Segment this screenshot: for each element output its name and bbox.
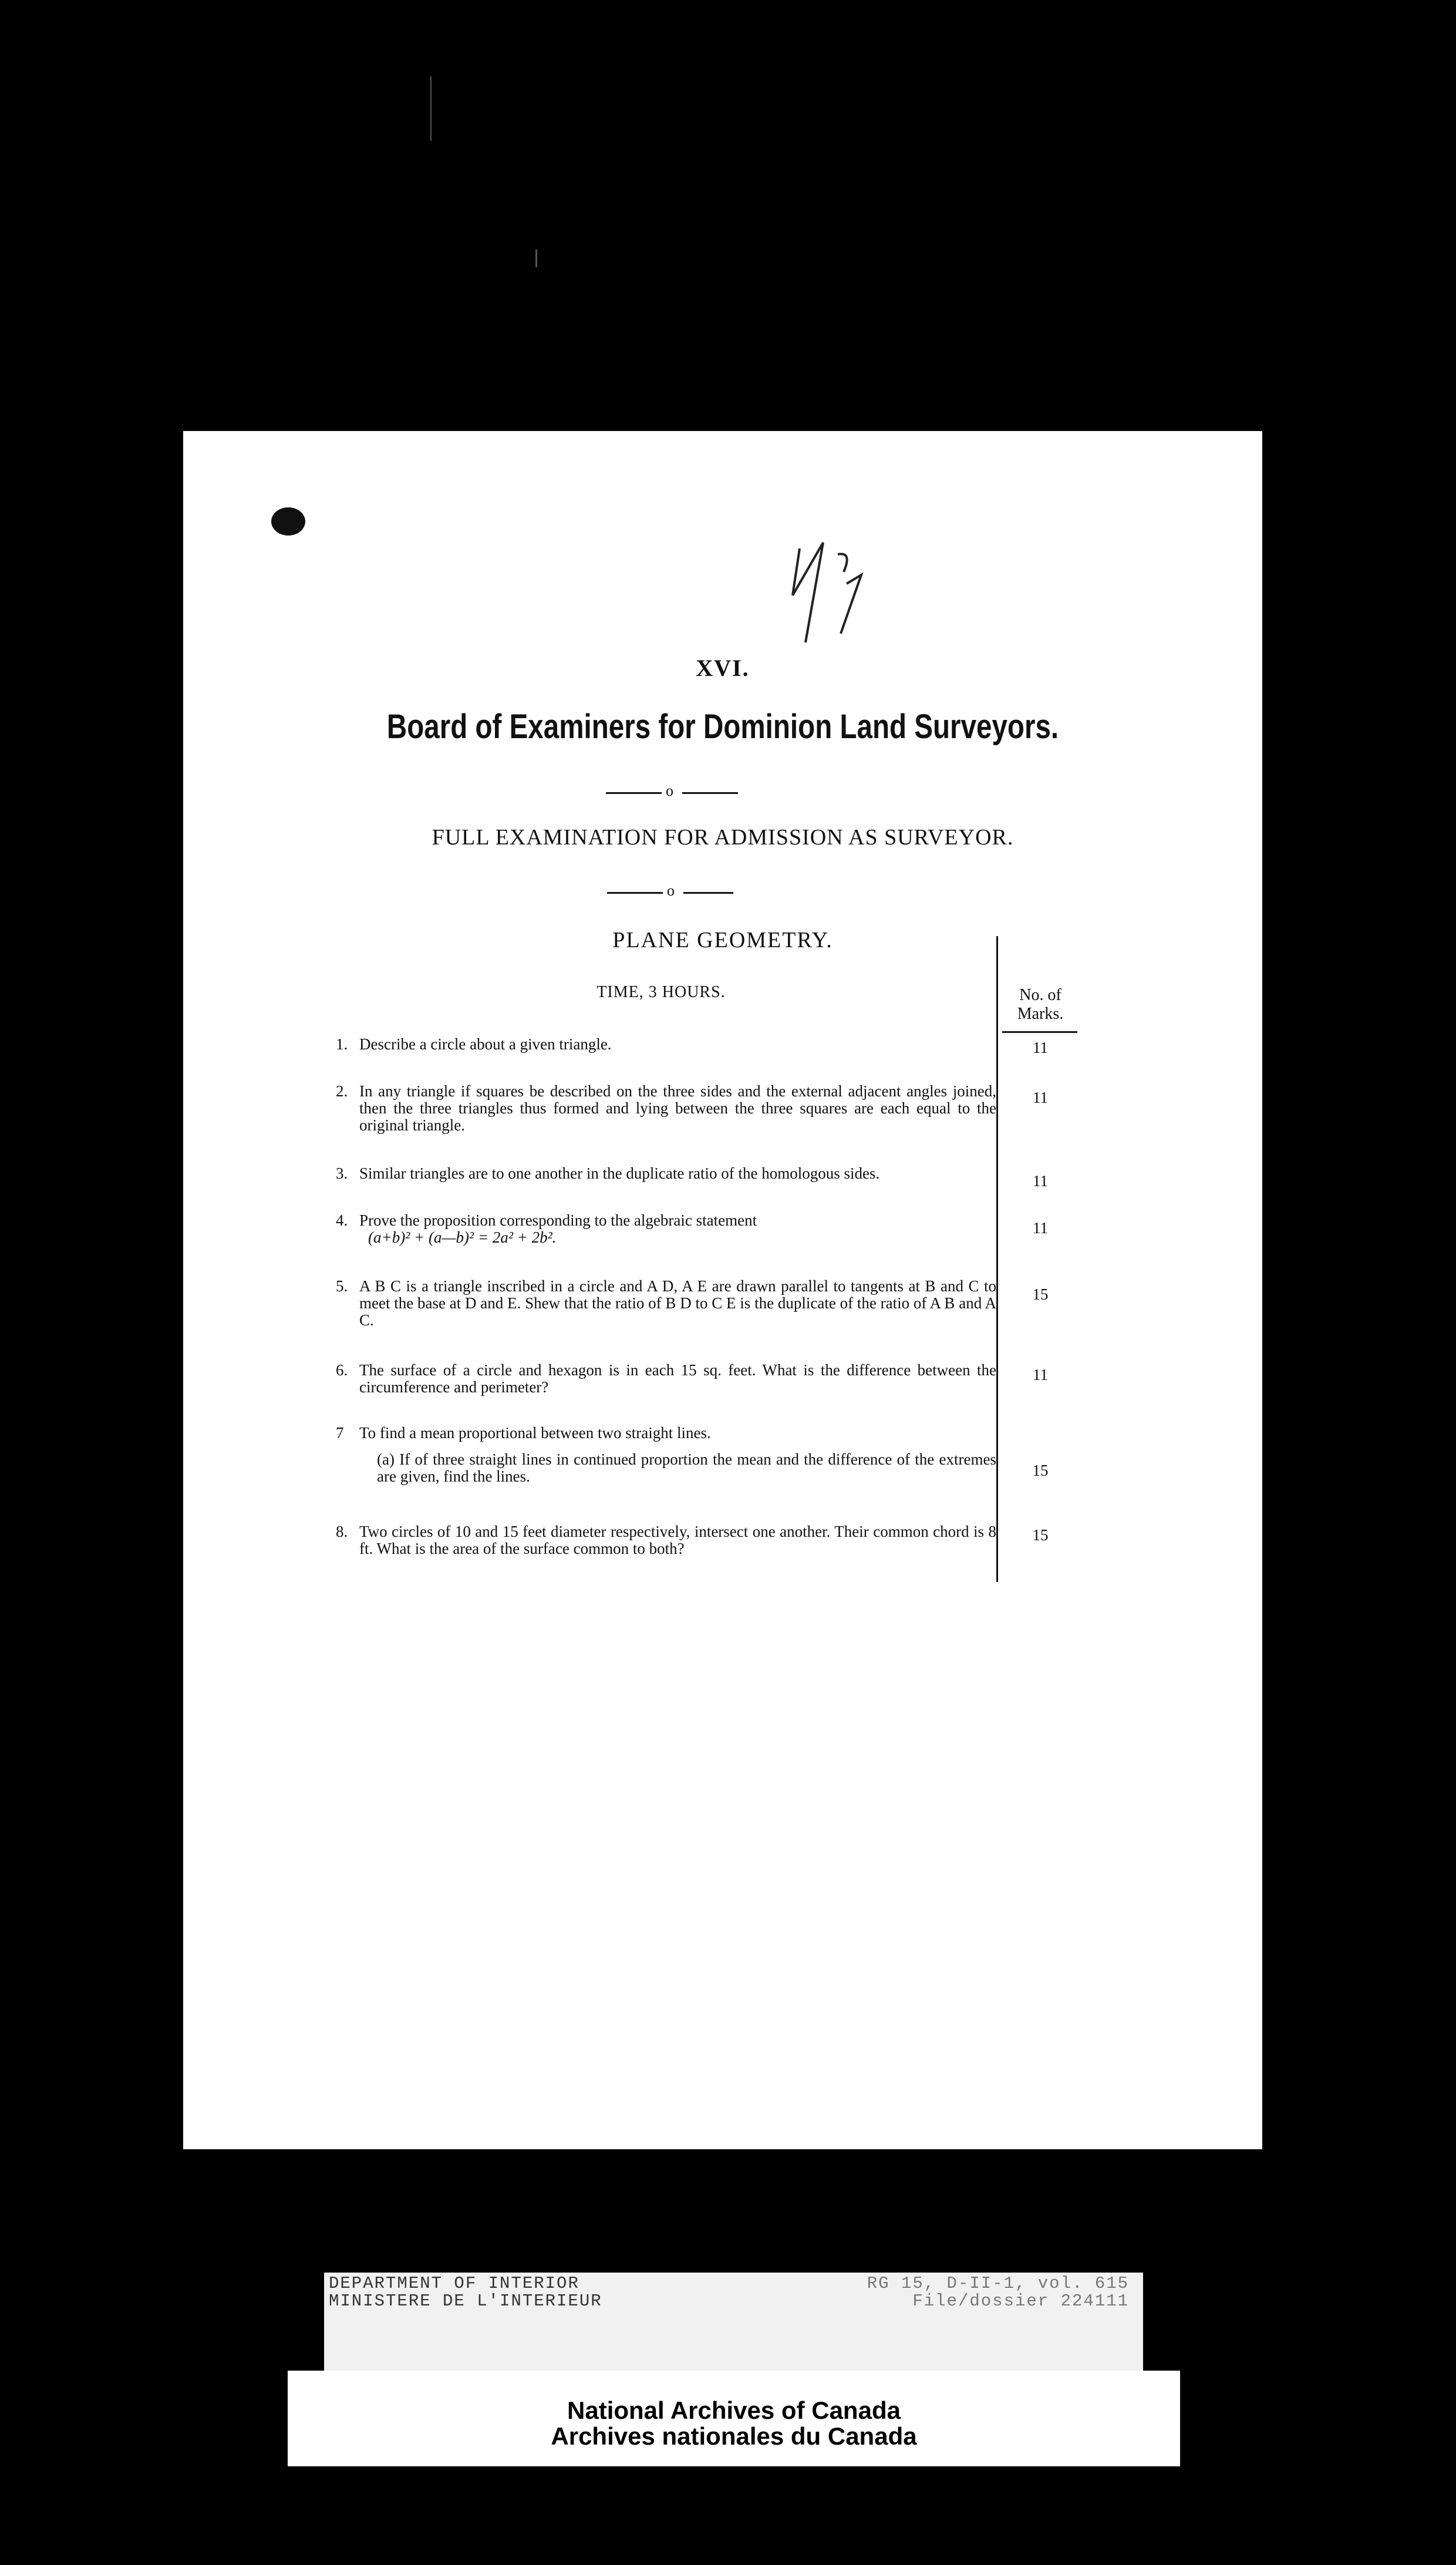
divider-ornament: o [667,882,675,899]
divider [607,892,663,894]
handwritten-page-number [782,531,876,648]
question-5: 5. A B C is a triangle inscribed in a circle and A D, A E are drawn parallel to tangents at B and C to meet the base at D and E. Shew that the ratio of B D to C E is the duplicate of the ratio of A B and A C. [336,1277,996,1329]
marks-column-rule [996,936,998,1582]
marks-header: No. of Marks. [1017,986,1064,1023]
question-8-marks: 15 [1032,1526,1049,1544]
question-7: 7 To find a mean proportional between two straight lines. (a) If of three straight lines in continued proportion the mean and the difference of the extremes are given, find the lines. [336,1424,996,1485]
question-3-marks: 11 [1033,1172,1048,1190]
question-7-marks: 15 [1032,1462,1049,1479]
question-6-marks: 11 [1033,1366,1048,1384]
question-4: 4. Prove the proposition corresponding to the algebraic statement (a+b)² + (a—b)² = 2a² + 2b². [336,1212,996,1246]
question-6: 6. The surface of a circle and hexagon is in each 15 sq. feet. What is the difference between the circumference and perimeter? [336,1361,996,1396]
marks-header-underline [1002,1031,1077,1033]
scan-artifact [430,76,432,141]
ink-blot [271,507,305,536]
examination-title: FULL EXAMINATION FOR ADMISSION AS SURVEYOR. [432,825,1014,850]
time-allowed: TIME, 3 HOURS. [596,983,726,1001]
series-number: XVI. [696,655,750,681]
question-3: 3. Similar triangles are to one another in the duplicate ratio of the homologous sides. [336,1164,880,1182]
question-2-marks: 11 [1033,1089,1048,1106]
divider [606,792,662,794]
divider-ornament: o [666,782,673,799]
scan-artifact [535,250,537,267]
question-1: 1. Describe a circle about a given triangle. [336,1035,612,1053]
question-4-formula: (a+b)² + (a—b)² = 2a² + 2b². [368,1228,557,1246]
subject-title: PLANE GEOMETRY. [612,928,833,952]
question-4-marks: 11 [1033,1219,1048,1237]
exam-page [183,431,1262,2149]
file-reference: RG 15, D-II-1, vol. 615 File/dossier 224111 [867,2274,1129,2311]
divider [682,792,738,794]
question-8: 8. Two circles of 10 and 15 feet diameter respectively, intersect one another. Their common chord is 8 ft. What is the area of the surface common to both? [336,1523,996,1557]
divider [683,892,733,894]
question-7-part-a: (a) If of three straight lines in continued proportion the mean and the difference of the extremes are given, find the lines. [377,1450,996,1485]
question-5-marks: 15 [1032,1285,1049,1303]
question-2: 2. In any triangle if squares be described on the three sides and the external adjacent angles joined, then the three triangles thus formed and lying between the three squares are each equal to the original triangle. [336,1082,996,1134]
board-title: Board of Examiners for Dominion Land Surveyors. [386,708,1059,746]
question-1-marks: 11 [1033,1039,1048,1056]
archive-reference-strip [324,2273,1143,2373]
department-label: DEPARTMENT OF INTERIOR MINISTERE DE L'INTERIEUR [329,2274,602,2311]
archives-credit: National Archives of Canada Archives nationales du Canada [288,2371,1180,2466]
